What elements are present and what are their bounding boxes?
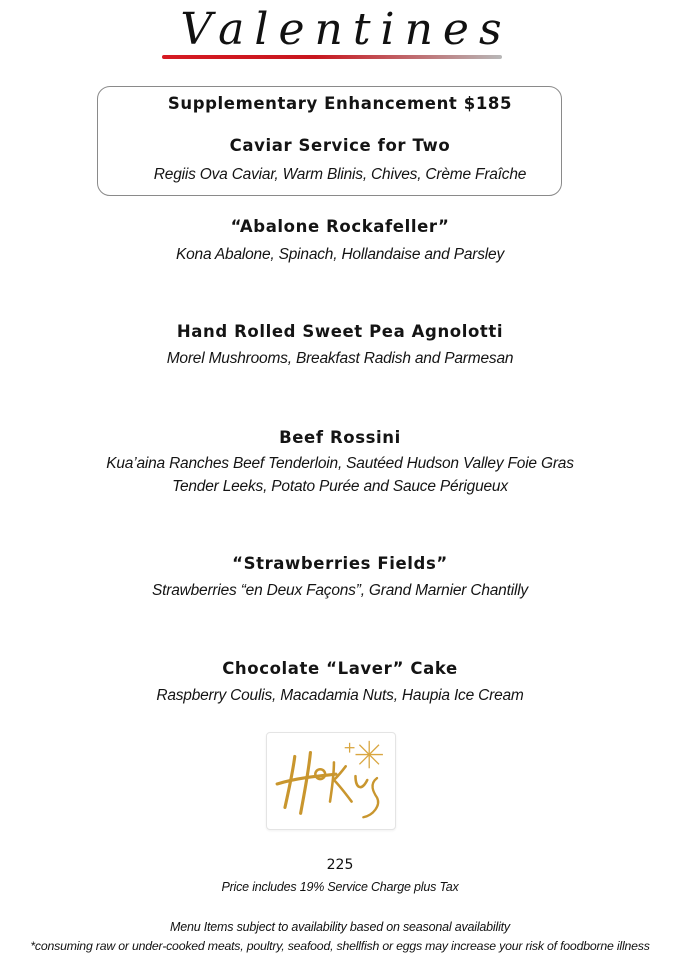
course-4-description: Strawberries “en Deux Façons”, Grand Marnier Chantilly xyxy=(152,582,528,599)
course-3-description-line-2: Tender Leeks, Potato Purée and Sauce Périgueux xyxy=(172,478,508,495)
star-sparkle-icon xyxy=(345,741,383,768)
health-warning: *consuming raw or under-cooked meats, poultry, seafood, shellfish or eggs may increase your risk of foodborne illness xyxy=(30,939,650,953)
course-5-description: Raspberry Coulis, Macadamia Nuts, Haupia Ice Cream xyxy=(156,687,524,704)
course-1-description: Kona Abalone, Spinach, Hollandaise and Parsley xyxy=(175,246,504,263)
course-3-name: Beef Rossini xyxy=(279,428,401,447)
availability-note: Menu Items subject to availability based on seasonal availability xyxy=(170,920,510,934)
supplement-heading: Supplementary Enhancement $185 xyxy=(167,94,513,113)
supplement-item-name: Caviar Service for Two xyxy=(229,136,451,155)
course-4-name: “Strawberries Fields” xyxy=(232,554,448,573)
menu-price: 225 xyxy=(326,857,354,873)
supplement-item-description: Regiis Ova Caviar, Warm Blinis, Chives, Crème Fraîche xyxy=(153,166,527,183)
menu-title: Valentines xyxy=(180,4,512,55)
course-3-description-line-1: Kua’aina Ranches Beef Tenderloin, Sautéed Hudson Valley Foie Gras xyxy=(106,455,574,472)
restaurant-logo xyxy=(266,732,396,830)
title-underline xyxy=(162,55,502,59)
course-1-name: “Abalone Rockafeller” xyxy=(230,217,450,236)
course-2-name: Hand Rolled Sweet Pea Agnolotti xyxy=(176,322,504,341)
price-note: Price includes 19% Service Charge plus Tax xyxy=(221,880,459,894)
course-2-description: Morel Mushrooms, Breakfast Radish and Parmesan xyxy=(166,350,514,367)
hokus-logo-icon xyxy=(267,733,395,829)
course-5-name: Chocolate “Laver” Cake xyxy=(222,659,458,678)
